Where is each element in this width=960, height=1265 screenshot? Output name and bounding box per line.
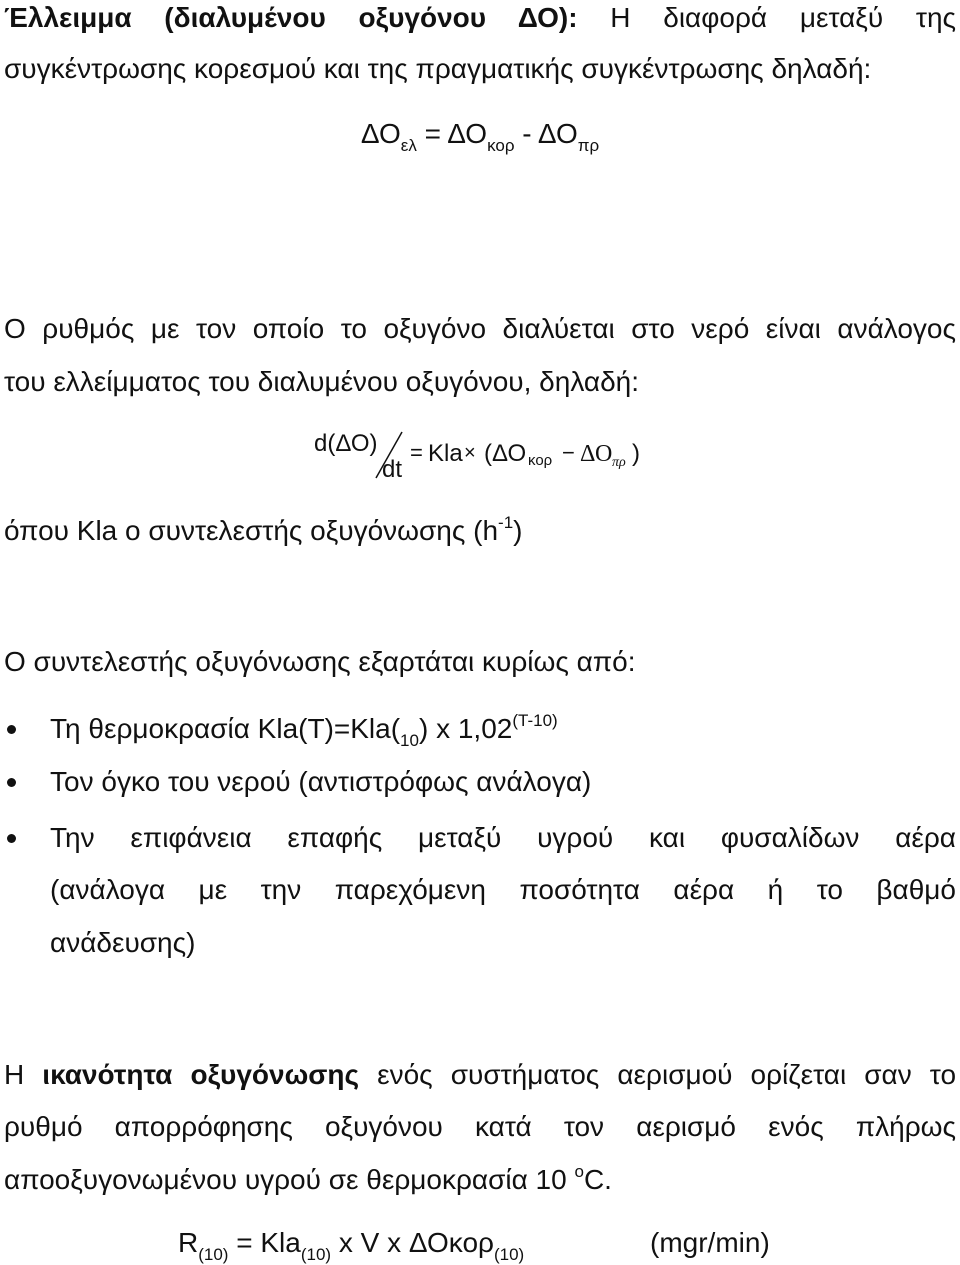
equation-unit: (mgr/min): [650, 1227, 770, 1258]
equation-deficit: [0, 118, 960, 155]
eq1-sub-el: ελ: [400, 136, 417, 155]
bullet-dot: [7, 725, 16, 734]
eq1-equals: = ΔΟ: [416, 118, 488, 149]
capacity-line3-text: αποοξυγονωμένου υγρού σε θερμοκρασία 10: [4, 1164, 575, 1195]
b1-sup: (T-10): [512, 711, 558, 730]
eq1-minus: - ΔΟ: [514, 118, 578, 149]
bullet-dot: [7, 834, 16, 843]
eq2-minus: −: [562, 440, 575, 465]
eq2-kla: Kla: [428, 440, 463, 467]
b1-text-a: Τη θερμοκρασία Kla(T)=Kla(: [50, 713, 401, 744]
paragraph-capacity-line1: [4, 1061, 956, 1089]
capacity-rest: ενός συστήματος αερισμού ορίζεται σαν το: [359, 1059, 957, 1090]
eq3-r-sub: (10): [198, 1245, 229, 1264]
eq2-numerator: d(ΔΟ): [314, 430, 378, 457]
equation-capacity: [178, 1227, 525, 1264]
eq3-o-sub: (10): [493, 1245, 525, 1264]
b1-text-b: ) x 1,02: [418, 713, 513, 744]
deficit-definition-part: Η διαφορά μεταξύ της: [610, 2, 957, 33]
bullet-surface-line2: (ανάλογα με την παρεχόμενη ποσότητα αέρα ή το βαθμό: [50, 874, 956, 905]
bullet-volume: Τον όγκο του νερού (αντιστρόφως ανάλογα): [50, 766, 592, 797]
capacity-h: Η: [4, 1059, 43, 1090]
eq3-r: R: [178, 1227, 199, 1258]
eq2-close: ): [632, 440, 640, 467]
bullet-surface-line1: Την επιφάνεια επαφής μεταξύ υγρού και φυσαλίδων αέρα: [50, 822, 956, 853]
eq2-equals: =: [410, 440, 423, 465]
eq3-mid: x V x ΔΟκορ: [331, 1227, 494, 1258]
paragraph-deficit-line1: [4, 4, 956, 32]
capacity-line3-unit: C.: [583, 1164, 612, 1195]
eq2-times: ×: [464, 442, 476, 464]
bullet-surface-line3: ανάδευσης): [50, 927, 196, 958]
paragraph-rate-line1: Ο ρυθμός με τον οποίο το οξυγόνο διαλύεται στο νερό είναι ανάλογος: [4, 313, 956, 344]
eq2-denominator: dt: [382, 456, 403, 483]
paragraph-deficit-line2: συγκέντρωσης κορεσμού και της πραγματικής συγκέντρωσης δηλαδή:: [4, 53, 872, 84]
eq2-open-delta-o: (ΔΟ: [484, 440, 527, 467]
paragraph-capacity-line3: [4, 1162, 612, 1195]
bullet-dot: [7, 778, 16, 787]
degree-sup: ο: [574, 1162, 584, 1181]
term-deficit: Έλλειμμα (διαλυμένου οξυγόνου ΔΟ):: [4, 2, 578, 33]
bullet-temperature: [50, 711, 558, 750]
kla-close: ): [513, 515, 523, 546]
b1-sub: 10: [400, 731, 419, 750]
kla-unit-sup: -1: [498, 513, 514, 532]
eq1-delta-o: ΔΟ: [360, 118, 401, 149]
eq2-delta-o: ΔΟ: [580, 441, 613, 467]
eq3-kla-sub: (10): [300, 1245, 332, 1264]
eq2-sub-kor: κορ: [528, 452, 553, 469]
paragraph-kla-definition: [4, 513, 523, 546]
paragraph-depends: Ο συντελεστής οξυγόνωσης εξαρτάται κυρίως από:: [4, 646, 636, 677]
eq1-sub-pr: πρ: [577, 136, 600, 155]
paragraph-capacity-line2: ρυθμό απορρόφησης οξυγόνου κατά τον αερισμό ενός πλήρως: [4, 1111, 956, 1142]
eq3-equals-kla: = Kla: [228, 1227, 301, 1258]
term-oxygenation-capacity: ικανότητα οξυγόνωσης: [42, 1059, 360, 1090]
eq2-sub-pr: πρ: [612, 455, 626, 470]
eq1-sub-kor: κορ: [487, 136, 515, 155]
kla-definition-text: όπου Kla ο συντελεστής οξυγόνωσης (h: [4, 515, 499, 546]
paragraph-rate-line2: του ελλείμματος του διαλυμένου οξυγόνου, δηλαδή:: [4, 366, 640, 397]
